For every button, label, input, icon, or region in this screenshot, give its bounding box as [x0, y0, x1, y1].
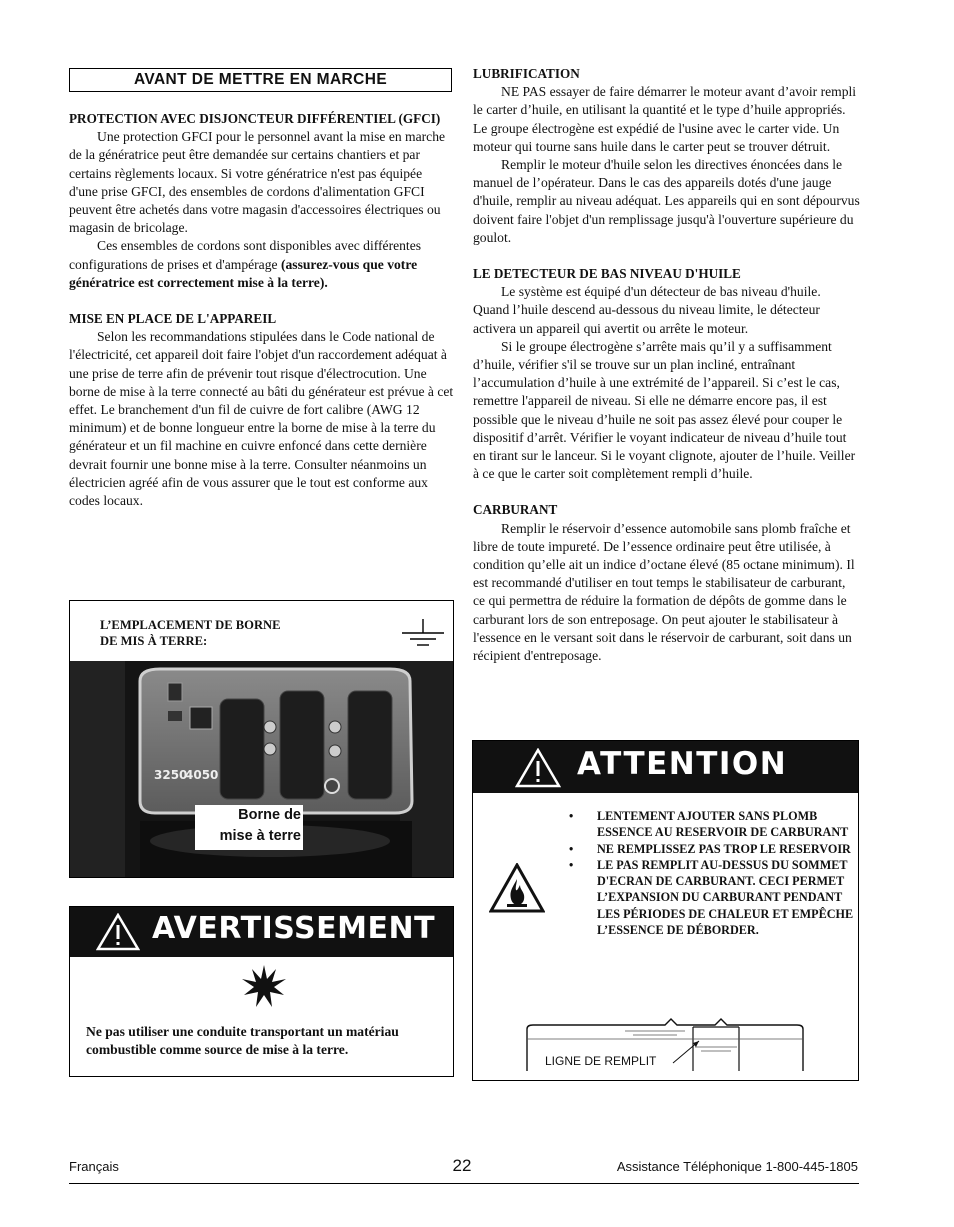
- warning-header: [70, 907, 453, 957]
- attention-item: • LE PAS REMPLIT AU-DESSUS DU SOMMET D'ECRAN DE CARBURANT. CECI PERMET L’EXPANSION DU CARBURANT PENDANT LES PÉRIODES DE CHALEUR ET EMPÊCHE L’ESSENCE DE DÉBORDER.: [567, 857, 857, 938]
- detector-paragraph-2: Si le groupe électrogène s’arrête mais qu’il y a suffisamment d’huile, vérifier s'il se trouve sur un plan incliné, entraînant l’accumulation d’huile à une extrémité de l’appareil. Si c’est le cas, remettre l'appareil de niveau. Si elle ne démarre encore pas, il est possible que le niveau d’huile ne soit pas assez élevé pour couper le dispositif d’arrêt. Vérifier le voyant indicateur de niveau d’huile tout en tirant sur le lanceur. Si le voyant clignote, ajouter de l’huile. Veiller à ce que le carter soit complètement rempli d’huile.: [473, 338, 856, 482]
- attention-item: • LENTEMENT AJOUTER SANS PLOMB ESSENCE AU RESERVOIR DE CARBURANT: [567, 808, 857, 841]
- ground-caption: [100, 617, 281, 649]
- lubrification-paragraph-2: Remplir le moteur d'huile selon les directives énoncées dans le manuel de l’opérateur. Dans le cas des appareils dotés d'une jauge d'huile, remplir au niveau adéquat. Les appareils qui en sont dépourvus doivent faire l'objet d'un remplissage jusqu'à l'ouverture supérieure du goulot.: [473, 157, 860, 245]
- carburant-paragraph: Remplir le réservoir d’essence automobile sans plomb fraîche et libre de toute impureté. De l’essence ordinaire peut être utilisée, à condition qu’elle ait un indice d’octane élevé (85 octane minimum). Il est recommandé d'utiliser en tout temps le stabilisateur de carburant, ce qui permettra de réduire la formation de dépôts de gomme dans le carburant lors de son entreposage. On peut ajouter le stabilisateur à l'essence en le versant soit dans le réservoir de carburant, soit dans un récipient d'entreposage.: [473, 520, 855, 664]
- ground-caption-line1: L’EMPLACEMENT DE BORNE: [100, 618, 281, 632]
- footer-rule: [69, 1183, 859, 1184]
- ground-terminal-label-line2: mise à terre: [219, 828, 301, 844]
- ground-terminal-label: [195, 805, 303, 850]
- gfci-paragraph-1: Une protection GFCI pour le personnel avant la mise en marche de la génératrice peut être demandée sur certains chantiers et par certains règlements locaux. Si votre génératrice n'est pas équipée d'une prise GFCI, des ensembles de cordons d'alimentation GFCI peuvent être achetés dans votre magasin d'accessoires électriques ou magasin de bricolage.: [69, 129, 446, 236]
- warning-text: Ne pas utiliser une conduite transportant un matériau combustible comme source de mise à la terre.: [86, 1024, 399, 1058]
- warning-title: AVERTISSEMENT: [152, 911, 436, 946]
- lubrification-heading: LUBRIFICATION: [473, 66, 580, 81]
- right-column: [473, 65, 860, 665]
- gfci-p2-bold: (assurez-vous que votre génératrice est correctement mise à la terre).: [69, 256, 418, 290]
- panel-model-3250: 3250: [154, 768, 188, 782]
- section-title: AVANT DE METTRE EN MARCHE: [69, 68, 452, 92]
- ground-location-figure: [69, 600, 454, 878]
- footer-language: Français: [69, 1159, 119, 1174]
- left-column: [69, 110, 454, 510]
- attention-item: • NE REMPLISSEZ PAS TROP LE RESERVOIR: [567, 841, 857, 857]
- attention-list: [567, 808, 857, 938]
- lubrification-paragraph-1: NE PAS essayer de faire démarrer le moteur avant d’avoir rempli le carter d’huile, en utilisant la quantité et le type d’huile appropriés. Le groupe électrogène est expédié de l'usine avec le carter vide. Un moteur qui tourne sans huile dans le carter peut se trouver détruit.: [473, 84, 857, 154]
- explosion-icon: [242, 965, 286, 1007]
- panel-model-4050: 4050: [185, 768, 219, 782]
- gfci-heading: PROTECTION AVEC DISJONCTEUR DIFFÉRENTIEL (GFCI): [69, 111, 441, 126]
- footer-page-number: 22: [452, 1156, 472, 1175]
- warning-box: [69, 906, 454, 1077]
- gfci-paragraph-2: [69, 237, 454, 292]
- gfci-p2-text: Ces ensembles de cordons sont disponibles avec différentes configurations de prises et d'ampérage: [69, 238, 422, 272]
- attention-box: [472, 740, 859, 1081]
- warning-triangle-icon: [96, 913, 140, 951]
- attention-title: ATTENTION: [577, 746, 788, 782]
- mise-paragraph: Selon les recommandations stipulées dans le Code national de l'électricité, cet appareil doit faire l'objet d'un raccordement adéquat à une prise de terre afin de prévenir tout risque d'électrocution. Une borne de mise à la terre connecté au bâti du générateur est prévue à cet effet. Le branchement d'un fil de cuivre de fort calibre (AWG 12 minimum) et de bonne longueur entre la borne de mise à la terre du générateur et un fil machine en cuivre enfoncé dans cette dernière devrait fournir une bonne mise à la terre. Consulter néanmoins un électricien agréé afin de vous assurer que le tout est conforme aux codes locaux.: [69, 329, 454, 509]
- ground-caption-line2: DE MIS À TERRE:: [100, 634, 208, 648]
- carburant-heading: CARBURANT: [473, 502, 558, 518]
- attention-header: [473, 741, 858, 793]
- mise-heading: MISE EN PLACE DE L'APPAREIL: [69, 311, 277, 327]
- fill-line-label: LIGNE DE REMPLIT: [545, 1054, 657, 1068]
- detector-heading: LE DETECTEUR DE BAS NIVEAU D'HUILE: [473, 266, 741, 282]
- attention-triangle-icon: [515, 748, 561, 788]
- detector-paragraph-1: Le système est équipé d'un détecteur de bas niveau d'huile. Quand l’huile descend au-dessous du niveau limite, le détecteur activera un appareil qui avertit ou arrête le moteur.: [473, 284, 821, 336]
- flammable-icon: [489, 863, 545, 913]
- ground-symbol-icon: [400, 619, 446, 649]
- footer-support-phone: Assistance Téléphonique 1-800-445-1805: [616, 1159, 858, 1174]
- ground-terminal-label-line1: Borne de: [238, 807, 301, 823]
